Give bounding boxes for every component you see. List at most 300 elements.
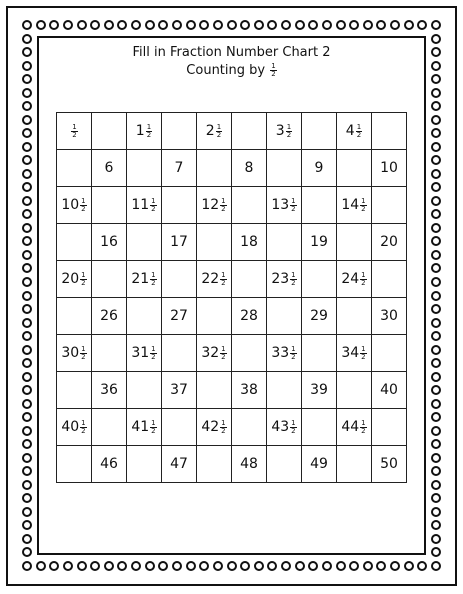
ring-decoration [431,534,441,544]
ring-decoration [22,399,32,409]
cell-whole-number: 42 [201,419,220,435]
chart-cell [267,150,302,187]
fraction-denominator: 2 [81,426,86,435]
chart-cell [92,335,127,372]
ring-decoration [308,561,318,571]
fraction-denominator: 2 [151,426,156,435]
ring-decoration [390,561,400,571]
ring-decoration [417,20,427,30]
ring-decoration [104,20,114,30]
chart-cell [302,446,337,483]
cell-whole-number: 14 [341,197,360,213]
ring-decoration [254,561,264,571]
fraction-denominator: 2 [361,426,366,435]
chart-cell [337,261,372,298]
chart-cell [57,113,92,150]
chart-cell [197,150,232,187]
ring-decoration [199,20,209,30]
chart-cell [162,261,197,298]
ring-decoration [22,277,32,287]
fraction-denominator: 2 [361,352,366,361]
cell-fraction [150,346,156,361]
chart-cell [267,298,302,335]
ring-decoration [145,20,155,30]
ring-decoration [376,561,386,571]
chart-cell [162,224,197,261]
ring-decoration [90,561,100,571]
ring-decoration [145,561,155,571]
ring-decoration [22,534,32,544]
ring-decoration [22,196,32,206]
chart-cell [302,150,337,187]
cell-fraction [220,346,226,361]
chart-cell [337,298,372,335]
ring-decoration [431,115,441,125]
ring-decoration [308,20,318,30]
fraction-numerator: 1 [361,196,366,205]
cell-whole-number: 32 [201,345,220,361]
ring-decoration [431,439,441,449]
cell-whole-number: 17 [170,234,188,250]
ring-decoration [240,20,250,30]
chart-cell [162,446,197,483]
ring-decoration [22,263,32,273]
chart-cell [372,335,407,372]
chart-row [57,372,407,409]
fraction-numerator: 1 [291,418,296,427]
ring-decoration [295,20,305,30]
ring-decoration [431,88,441,98]
chart-cell [92,446,127,483]
chart-cell [197,224,232,261]
chart-cell [92,150,127,187]
cell-fraction [80,420,86,435]
fraction-numerator: 1 [216,122,222,131]
ring-decoration [22,34,32,44]
chart-cell [302,409,337,446]
fraction-denominator: 2 [291,204,296,213]
ring-decoration [22,480,32,490]
ring-decoration [22,507,32,517]
ring-decoration [431,277,441,287]
ring-decoration [22,128,32,138]
ring-decoration [336,20,346,30]
cell-whole-number: 34 [341,345,360,361]
chart-cell [372,446,407,483]
chart-cell [337,113,372,150]
ring-decoration [22,318,32,328]
cell-whole-number: 30 [61,345,80,361]
chart-cell [92,224,127,261]
ring-decoration [431,34,441,44]
ring-decoration [22,155,32,165]
ring-decoration [90,20,100,30]
cell-whole-number: 47 [170,456,188,472]
ring-decoration [77,561,87,571]
chart-row [57,150,407,187]
header [0,44,463,80]
chart-cell [372,409,407,446]
ring-decoration [431,520,441,530]
chart-cell [127,261,162,298]
ring-decoration [431,453,441,463]
cell-fraction [360,420,366,435]
fraction-numerator: 1 [361,418,366,427]
fraction-denominator: 2 [271,70,276,78]
chart-cell [57,224,92,261]
cell-whole-number: 10 [380,160,398,176]
cell-whole-number: 28 [240,308,258,324]
cell-whole-number: 22 [201,271,220,287]
ring-decoration [431,372,441,382]
ring-decoration [63,561,73,571]
fraction-numerator: 1 [221,344,226,353]
fraction-numerator: 1 [146,122,152,131]
ring-decoration [376,20,386,30]
chart-cell [372,187,407,224]
ring-decoration [363,561,373,571]
cell-whole-number: 26 [100,308,118,324]
ring-decoration [267,561,277,571]
ring-decoration [281,20,291,30]
ring-decoration [431,412,441,422]
fraction-numerator: 1 [72,122,77,131]
chart-cell [57,261,92,298]
ring-decoration [22,209,32,219]
chart-cell [267,224,302,261]
cell-whole-number: 7 [174,160,184,176]
chart-cell [127,298,162,335]
ring-decoration [431,507,441,517]
ring-decoration [431,196,441,206]
ring-decoration [431,331,441,341]
ring-decoration [431,142,441,152]
chart-cell [57,409,92,446]
chart-cell [127,150,162,187]
fraction-numerator: 1 [151,196,156,205]
ring-decoration [22,169,32,179]
ring-decoration [63,20,73,30]
cell-fraction [150,420,156,435]
chart-row [57,113,407,150]
ring-decoration [213,20,223,30]
cell-whole-number: 30 [380,308,398,324]
chart-cell [372,372,407,409]
ring-decoration [22,223,32,233]
fraction-numerator: 1 [291,196,296,205]
fraction-numerator: 1 [361,344,366,353]
chart-cell [302,261,337,298]
fraction-numerator: 1 [361,270,366,279]
chart-row [57,335,407,372]
fraction-denominator: 2 [221,352,226,361]
ring-decoration [213,561,223,571]
chart-cell [337,150,372,187]
ring-decoration [22,493,32,503]
chart-cell [372,113,407,150]
ring-decoration [186,561,196,571]
ring-decoration [431,291,441,301]
ring-decoration [349,20,359,30]
ring-decoration [431,561,441,571]
cell-whole-number: 40 [380,382,398,398]
ring-decoration [404,20,414,30]
subtitle-text: Counting by [186,63,266,78]
fraction-numerator: 1 [81,418,86,427]
cell-fraction [80,272,86,287]
cell-whole-number: 9 [314,160,324,176]
chart-cell [232,224,267,261]
chart-cell [232,335,267,372]
chart-cell [57,335,92,372]
chart-cell [302,113,337,150]
ring-decoration [254,20,264,30]
cell-whole-number: 46 [100,456,118,472]
ring-decoration [431,426,441,436]
chart-cell [162,150,197,187]
cell-whole-number: 50 [380,456,398,472]
cell-whole-number: 36 [100,382,118,398]
chart-cell [162,372,197,409]
ring-decoration [22,547,32,557]
fraction-numerator: 1 [81,344,86,353]
ring-decoration [431,345,441,355]
cell-fraction [286,124,292,139]
ring-decoration [281,561,291,571]
cell-fraction [216,124,222,139]
ring-decoration [22,88,32,98]
ring-decoration [431,318,441,328]
ring-decoration [22,520,32,530]
chart-cell [92,187,127,224]
chart-cell [162,409,197,446]
chart-cell [267,409,302,446]
chart-cell [372,150,407,187]
fraction-numerator: 1 [286,122,292,131]
chart-cell [267,372,302,409]
chart-cell [162,187,197,224]
cell-whole-number: 43 [271,419,290,435]
ring-decoration [404,561,414,571]
chart-cell [57,150,92,187]
ring-decoration [431,250,441,260]
chart-cell [92,261,127,298]
ring-decoration [77,20,87,30]
cell-whole-number: 41 [131,419,150,435]
cell-whole-number: 16 [100,234,118,250]
chart-cell [337,224,372,261]
chart-cell [232,446,267,483]
chart-row [57,187,407,224]
chart-cell [57,372,92,409]
chart-cell [372,298,407,335]
chart-cell [267,261,302,298]
ring-decoration [22,385,32,395]
ring-decoration [227,561,237,571]
cell-fraction [360,272,366,287]
ring-decoration [431,547,441,557]
cell-whole-number: 37 [170,382,188,398]
cell-whole-number: 19 [310,234,328,250]
chart-cell [92,113,127,150]
cell-fraction [80,346,86,361]
ring-decoration [431,182,441,192]
cell-whole-number: 49 [310,456,328,472]
ring-decoration [22,412,32,422]
fraction-numerator: 1 [291,344,296,353]
cell-whole-number: 39 [310,382,328,398]
subtitle-fraction [270,63,276,78]
fraction-denominator: 2 [286,130,292,139]
ring-decoration [431,385,441,395]
ring-decoration [295,561,305,571]
ring-decoration [22,358,32,368]
chart-cell [57,298,92,335]
ring-decoration [322,20,332,30]
chart-cell [337,409,372,446]
chart-row [57,224,407,261]
fraction-denominator: 2 [151,278,156,287]
cell-whole-number: 2 [205,123,215,139]
fraction-denominator: 2 [81,278,86,287]
ring-decoration [363,20,373,30]
chart-cell [267,113,302,150]
chart-cell [302,335,337,372]
chart-cell [302,298,337,335]
ring-decoration [349,561,359,571]
ring-decoration [172,561,182,571]
fraction-denominator: 2 [151,204,156,213]
chart-cell [267,446,302,483]
cell-whole-number: 29 [310,308,328,324]
ring-decoration [49,561,59,571]
cell-whole-number: 33 [271,345,290,361]
ring-decoration [36,20,46,30]
ring-decoration [22,345,32,355]
ring-decoration [322,561,332,571]
fraction-denominator: 2 [221,204,226,213]
cell-whole-number: 31 [131,345,150,361]
cell-fraction [150,272,156,287]
cell-fraction [290,346,296,361]
worksheet-subtitle [0,62,463,80]
fraction-numerator: 1 [271,62,276,70]
chart-cell [57,446,92,483]
ring-decoration [22,561,32,571]
fraction-numerator: 1 [151,418,156,427]
ring-decoration [22,142,32,152]
chart-cell [162,335,197,372]
number-chart-grid [56,112,407,483]
fraction-numerator: 1 [151,344,156,353]
chart-cell [372,261,407,298]
chart-cell [197,298,232,335]
chart-cell [337,335,372,372]
cell-fraction [146,124,152,139]
chart-cell [232,113,267,150]
ring-decoration [22,331,32,341]
fraction-denominator: 2 [81,204,86,213]
ring-decoration [22,466,32,476]
chart-cell [197,187,232,224]
ring-decoration [417,561,427,571]
chart-cell [197,372,232,409]
fraction-numerator: 1 [356,122,362,131]
ring-decoration [104,561,114,571]
chart-cell [337,372,372,409]
ring-decoration [431,493,441,503]
ring-decoration [431,169,441,179]
cell-whole-number: 27 [170,308,188,324]
ring-decoration [431,236,441,246]
ring-decoration [431,358,441,368]
chart-row [57,446,407,483]
ring-decoration [431,209,441,219]
ring-decoration [22,20,32,30]
chart-cell [127,446,162,483]
ring-decoration [22,115,32,125]
chart-cell [197,446,232,483]
cell-fraction [360,346,366,361]
ring-decoration [22,426,32,436]
chart-cell [127,113,162,150]
fraction-denominator: 2 [361,204,366,213]
cell-whole-number: 10 [61,197,80,213]
cell-fraction [290,272,296,287]
cell-fraction [220,420,226,435]
fraction-numerator: 1 [221,270,226,279]
ring-decoration [22,101,32,111]
ring-decoration [22,236,32,246]
chart-row [57,261,407,298]
fraction-denominator: 2 [216,130,222,139]
cell-whole-number: 21 [131,271,150,287]
cell-fraction [150,198,156,213]
fraction-denominator: 2 [361,278,366,287]
cell-whole-number: 40 [61,419,80,435]
fraction-denominator: 2 [221,426,226,435]
chart-cell [267,187,302,224]
chart-cell [232,372,267,409]
worksheet-title: Fill in Fraction Number Chart 2 [132,45,331,60]
ring-decoration [22,372,32,382]
ring-decoration [22,304,32,314]
fraction-denominator: 2 [151,352,156,361]
chart-cell [232,409,267,446]
fraction-denominator: 2 [356,130,362,139]
fraction-denominator: 2 [221,278,226,287]
ring-decoration [36,561,46,571]
ring-decoration [186,20,196,30]
fraction-denominator: 2 [146,130,152,139]
ring-decoration [431,399,441,409]
fraction-numerator: 1 [221,196,226,205]
cell-fraction [80,198,86,213]
chart-row [57,409,407,446]
chart-cell [197,409,232,446]
ring-decoration [227,20,237,30]
cell-whole-number: 8 [244,160,254,176]
chart-cell [337,187,372,224]
ring-decoration [22,291,32,301]
chart-cell [197,261,232,298]
cell-whole-number: 3 [275,123,285,139]
cell-fraction [220,198,226,213]
cell-whole-number: 44 [341,419,360,435]
ring-decoration [431,128,441,138]
chart-cell [92,372,127,409]
chart-cell [232,261,267,298]
